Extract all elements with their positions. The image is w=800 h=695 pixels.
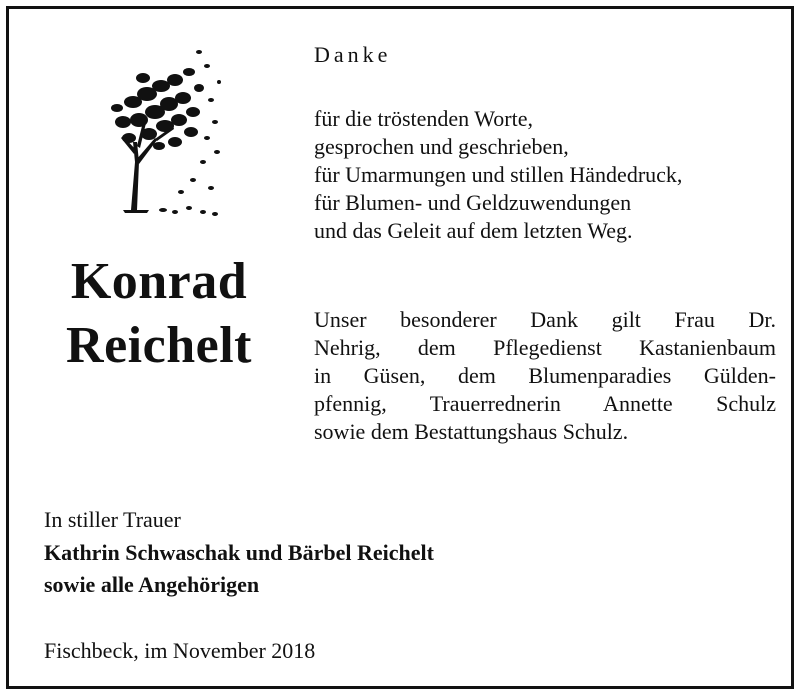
tree-with-falling-leaves-icon [103,42,233,222]
mourning-intro: In stiller Trauer [44,507,181,532]
thanks-line: für Blumen- und Geldzuwendungen [314,190,632,215]
mourners-names: Kathrin Schwaschak und Bärbel Reichelt [44,540,434,565]
thanks-list [314,105,774,245]
place-date: Fischbeck, im November 2018 [44,638,316,663]
thanks-line: gesprochen und geschrieben, [314,134,569,159]
obituary-frame [6,6,794,689]
thanks-line: für die tröstenden Worte, [314,106,533,131]
special-thanks-line: Unser besonderer Dank gilt Frau Dr. [314,307,776,332]
special-thanks-line: sowie dem Bestattungshaus Schulz. [314,419,629,444]
special-thanks-paragraph [314,306,776,446]
thanks-line: und das Geleit auf dem letzten Weg. [314,218,633,243]
thanks-line: für Umarmungen und stillen Händedruck, [314,162,683,187]
special-thanks-line: pfennig, Trauerrednerin Annette Schulz [314,391,776,416]
thanks-heading: Danke [314,42,392,67]
deceased-first-name: Konrad [70,253,248,310]
special-thanks-line: Nehrig, dem Pflegedienst Kastanienbaum [314,335,776,360]
special-thanks-line: in Güsen, dem Blumenparadies Gülden- [314,363,776,388]
deceased-last-name: Reichelt [66,317,252,374]
relatives-line: sowie alle Angehörigen [44,572,260,597]
